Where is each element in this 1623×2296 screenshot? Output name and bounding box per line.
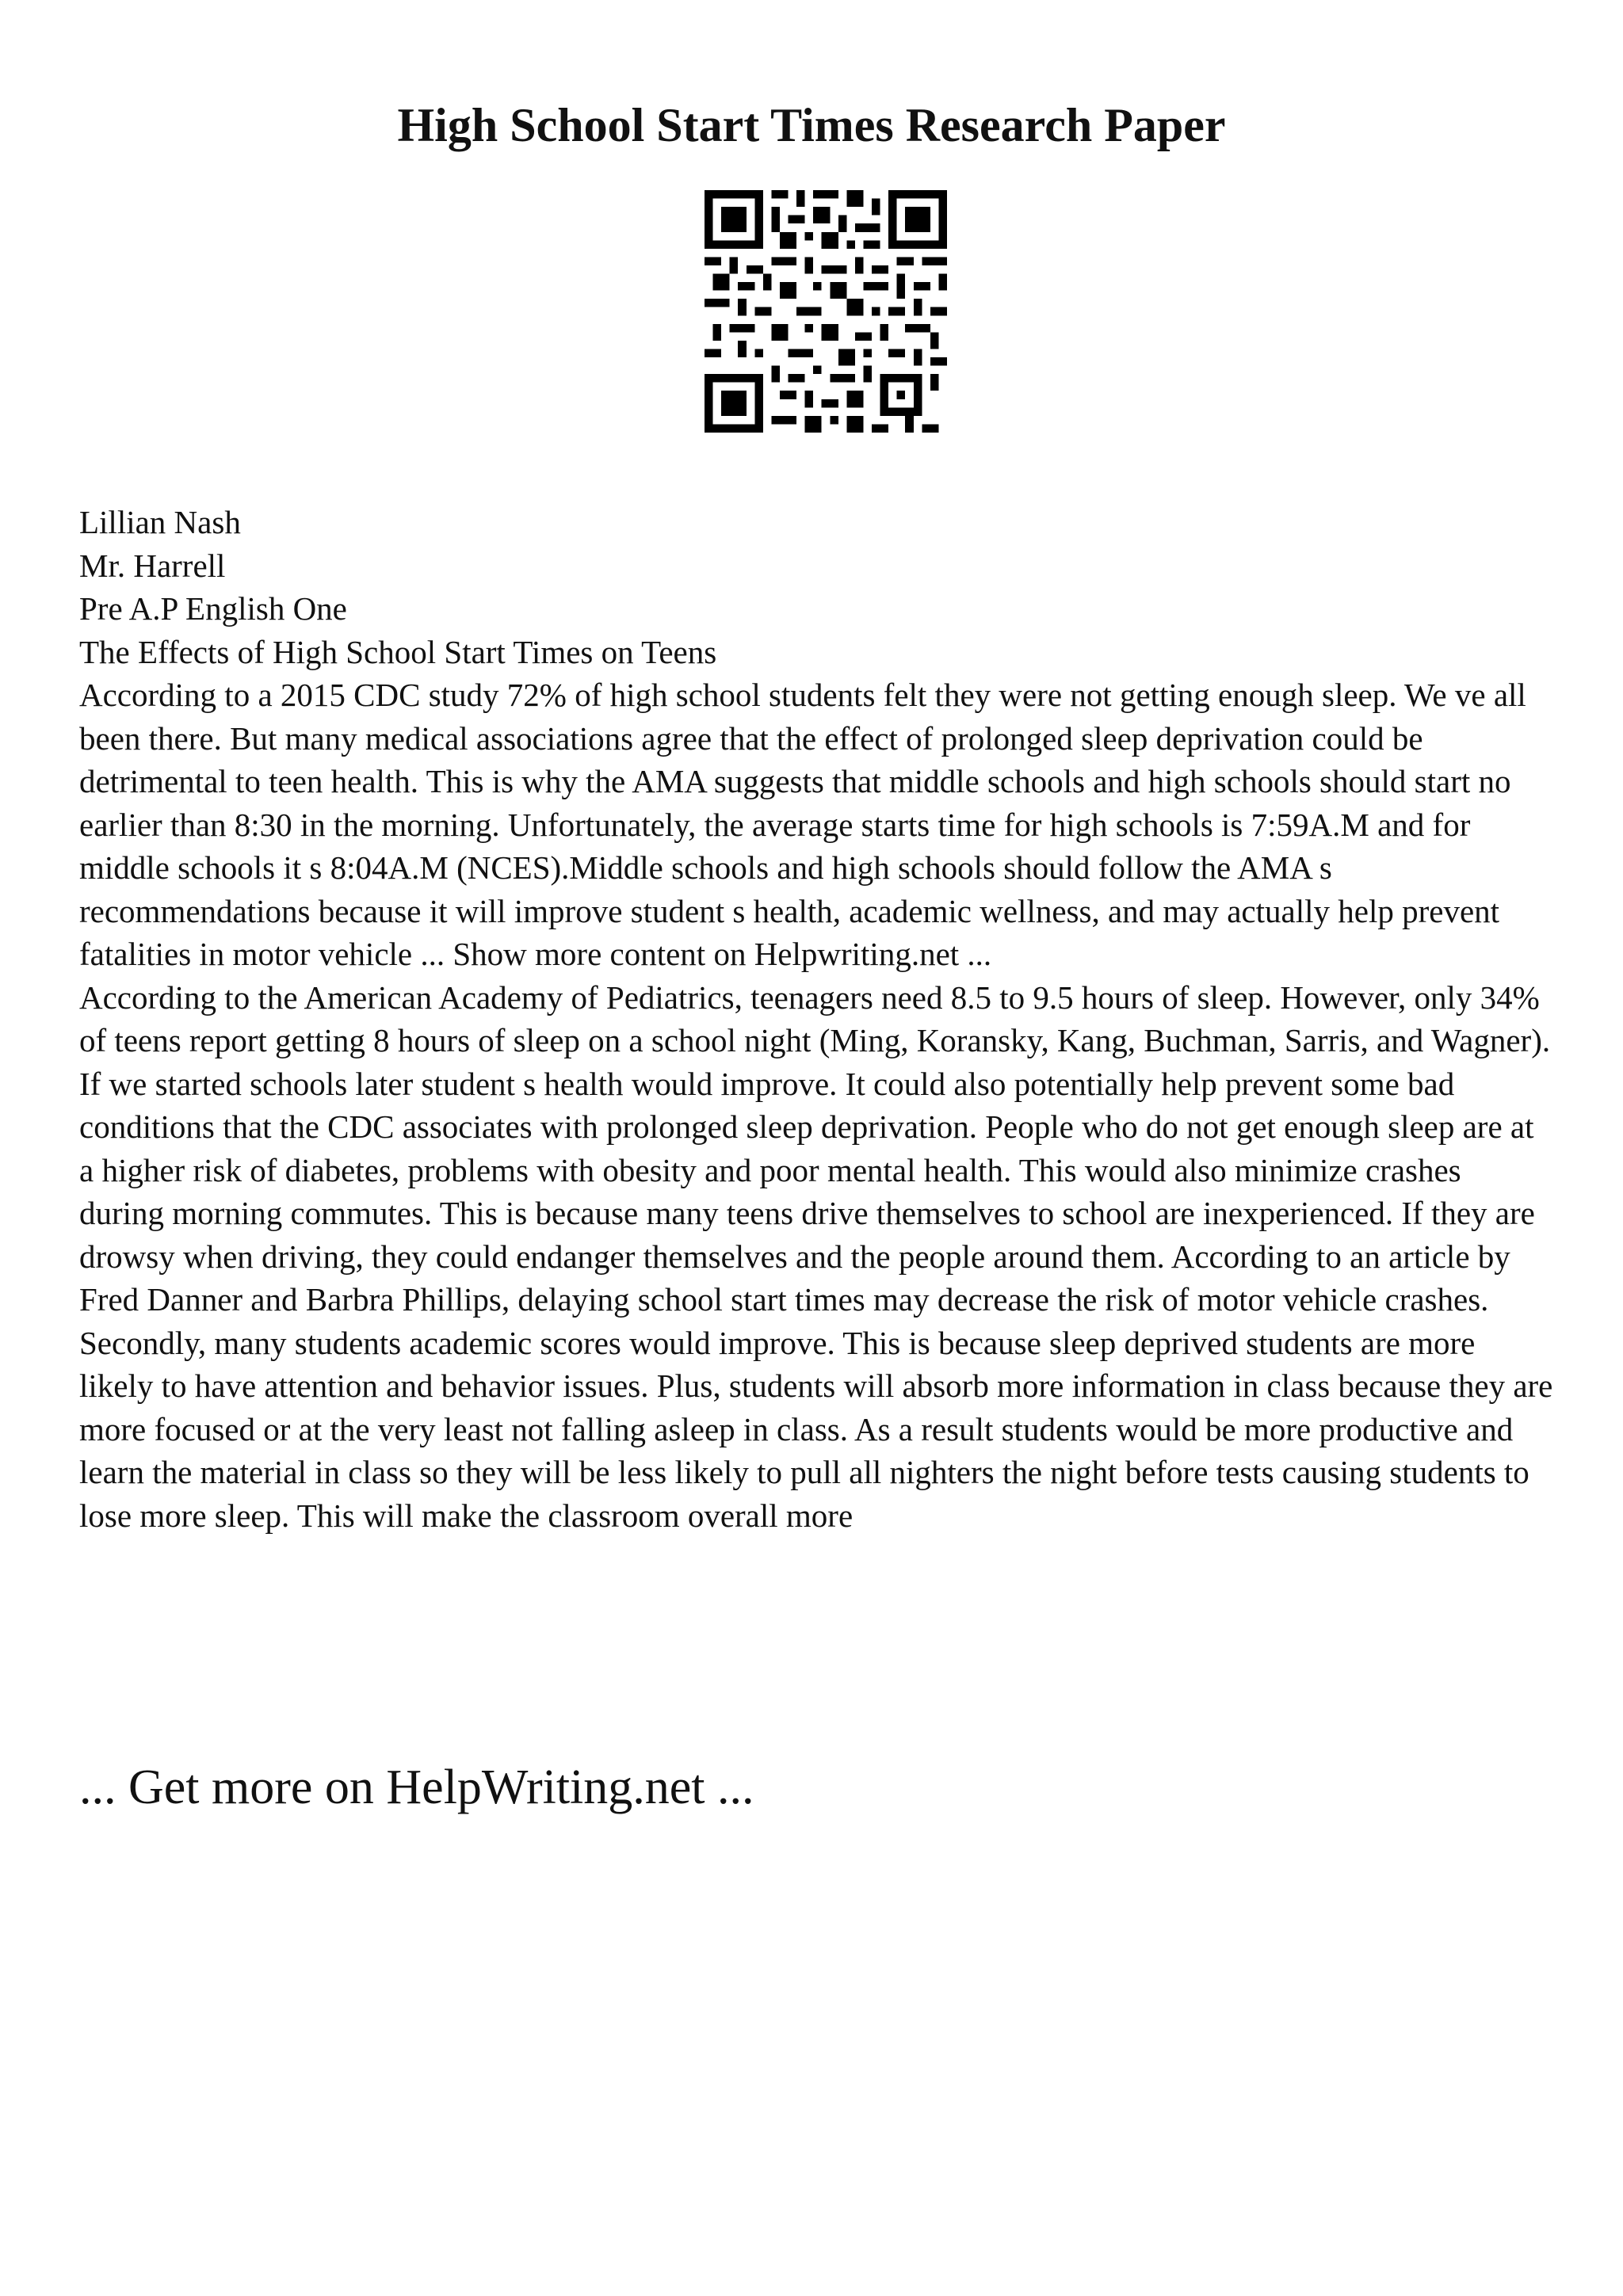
essay-body <box>79 501 1553 1537</box>
essay-title: The Effects of High School Start Times on Teens <box>79 633 717 670</box>
page-title: High School Start Times Research Paper <box>397 99 1226 151</box>
paragraph-academic: Secondly, many students academic scores would improve. This is because sleep deprived students are more likely to have attention and behavior issues. Plus, students will absorb more information in class because they are more focused or at the very least not falling asleep in class. As a result students would be more productive and learn the material in class so they will be less likely to pull all nighters the night before tests causing students to lose more sleep. This will make the classroom overall more <box>79 1324 1553 1534</box>
teacher-name: Mr. Harrell <box>79 547 226 584</box>
paragraph-health: According to the American Academy of Pediatrics, teenagers need 8.5 to 9.5 hours of sleep. However, only 34% of teens report getting 8 hours of sleep on a school night (Ming, Koransky, Kang, Buchman, Sarris, and Wagner). If we started schools later student s health would improve. It could also potentially help prevent some bad conditions that the CDC associates with prolonged sleep deprivation. People who do not get enough sleep are at a higher risk of diabetes, problems with obesity and poor mental health. This would also minimize crashes during morning commutes. This is because many teens drive themselves to school are inexperienced. If they are drowsy when driving, they could endanger themselves and the people around them. According to an article by Fred Danner and Barbra Phillips, delaying school start times may decrease the risk of motor vehicle crashes. <box>79 978 1551 1318</box>
qr-code-icon <box>705 190 947 433</box>
paragraph-intro: According to a 2015 CDC study 72% of high school students felt they were not getting enough sleep. We ve all been there. But many medical associations agree that the effect of prolonged sleep deprivation could be detrimental to teen health. This is why the AMA suggests that middle schools and high schools should start no earlier than 8:30 in the morning. Unfortunately, the average starts time for high schools is 7:59A.M and for middle schools it s 8:04A.M (NCES).Middle schools and high schools should follow the AMA s recommendations because it will improve student s health, academic wellness, and may actually help prevent fatalities in motor vehicle ... Show more content on Helpwriting.net ... <box>79 677 1526 972</box>
author-name: Lillian Nash <box>79 504 241 540</box>
course-name: Pre A.P English One <box>79 590 347 627</box>
get-more-link[interactable]: ... Get more on HelpWriting.net ... <box>79 1760 754 1814</box>
